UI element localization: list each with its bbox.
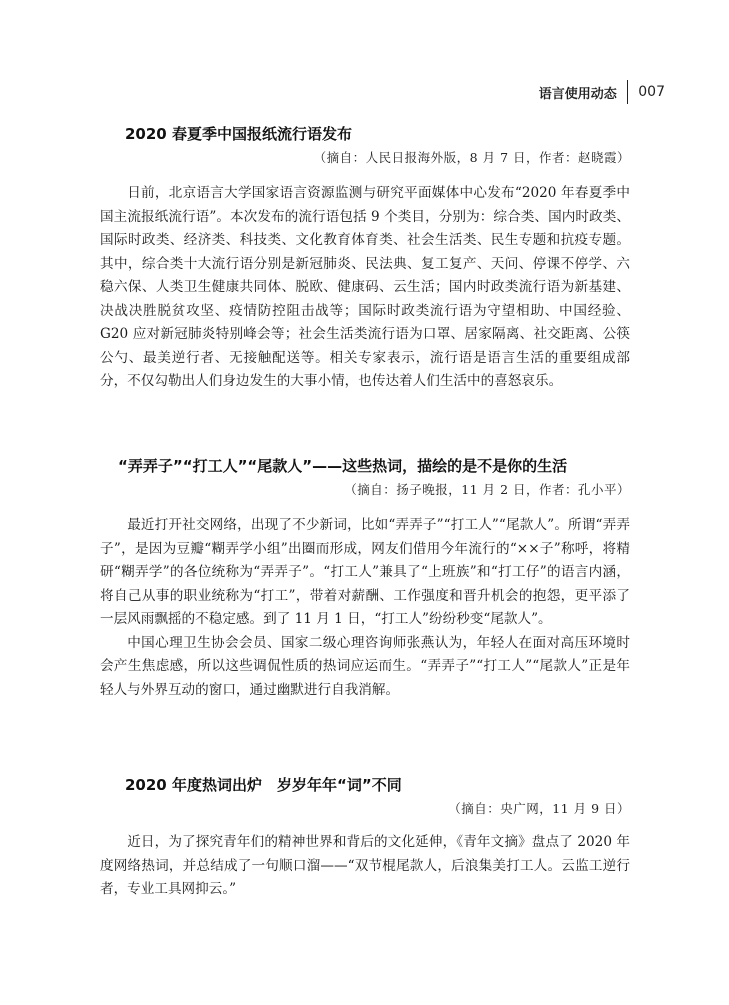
- paragraph: 日前，北京语言大学国家语言资源监测与研究平面媒体中心发布“2020 年春夏季中国主流报纸流行语”。本次发布的流行语包括 9 个类目，分别为：综合类、国内时政类、国际时政类、经济类、科技类、文化教育体育类、社会生活类、民生专题和抗疫专题。其中，综合类十大流行语分别是新冠肺炎、民法典、复工复产、天问、停课不停学、六稳六保、人类卫生健康共同体、脱欧、健康码、云生活；国内时政类流行语为新基建、决战决胜脱贫攻坚、疫情防控阻击战等；国际时政类流行语为守望相助、中国经验、G20 应对新冠肺炎特别峰会等；社会生活类流行语为口罩、居家隔离、社交距离、公筷公勺、最美逆行者、无接触配送等。相关专家表示，流行语是语言生活的重要组成部分，不仅勾勒出人们身边发生的大事小情，也传达着人们生活中的喜怒哀乐。: [100, 185, 630, 389]
- article-hot-words-life: [100, 456, 630, 702]
- article-source: （摘自：人民日报海外版，8 月 7 日，作者：赵晓霞）: [313, 150, 630, 165]
- paragraph: 中国心理卫生协会会员、国家二级心理咨询师张燕认为，年轻人在面对高压环境时会产生焦虑感，所以这些调侃性质的热词应运而生。“弄弄子”“打工人”“尾款人”正是年轻人与外界互动的窗口，通过幽默进行自我消解。: [100, 634, 630, 698]
- article-body: [100, 514, 630, 702]
- paragraph: 近日，为了探究青年们的精神世界和背后的文化延伸，《青年文摘》盘点了 2020 年度网络热词，并总结成了一句顺口溜——“双节棍尾款人，后浪集美打工人。云监工逆行者，专业工具网抑云。”: [100, 834, 630, 897]
- paragraph: 最近打开社交网络，出现了不少新词，比如“弄弄子”“打工人”“尾款人”。所谓“弄弄子”，是因为豆瓣“糊弄学小组”出圈而形成，网友们借用今年流行的“××子”称呼，将精研“糊弄学”的各位统称为“弄弄子”。“打工人”兼具了“上班族”和“打工仔”的语言内涵，将自己从事的职业统称为“打工”，带着对薪酬、工作强度和晋升机会的抱怨，更平添了一层风雨飘摇的不稳定感。到了 11 月 1 日，“打工人”纷纷秒变“尾款人”。: [100, 517, 630, 627]
- page-number: 007: [638, 84, 665, 100]
- article-spring-summer-buzzwords: [100, 124, 630, 394]
- section-name: 语言使用动态: [538, 86, 617, 102]
- article-title: 2020 年度热词出炉 岁岁年年“词”不同: [125, 776, 402, 794]
- article-annual-hot-words: [100, 775, 630, 902]
- article-source: （摘自：扬子晚报，11 月 2 日，作者：孔小平）: [344, 482, 630, 497]
- article-source: （摘自：央广网，11 月 9 日）: [448, 801, 630, 816]
- article-title: 2020 春夏季中国报纸流行语发布: [125, 125, 352, 143]
- article-body: [100, 831, 630, 902]
- running-header: [539, 80, 665, 104]
- article-title: “弄弄子”“打工人”“尾款人”——这些热词，描绘的是不是你的生活: [118, 457, 568, 475]
- article-body: [100, 182, 630, 394]
